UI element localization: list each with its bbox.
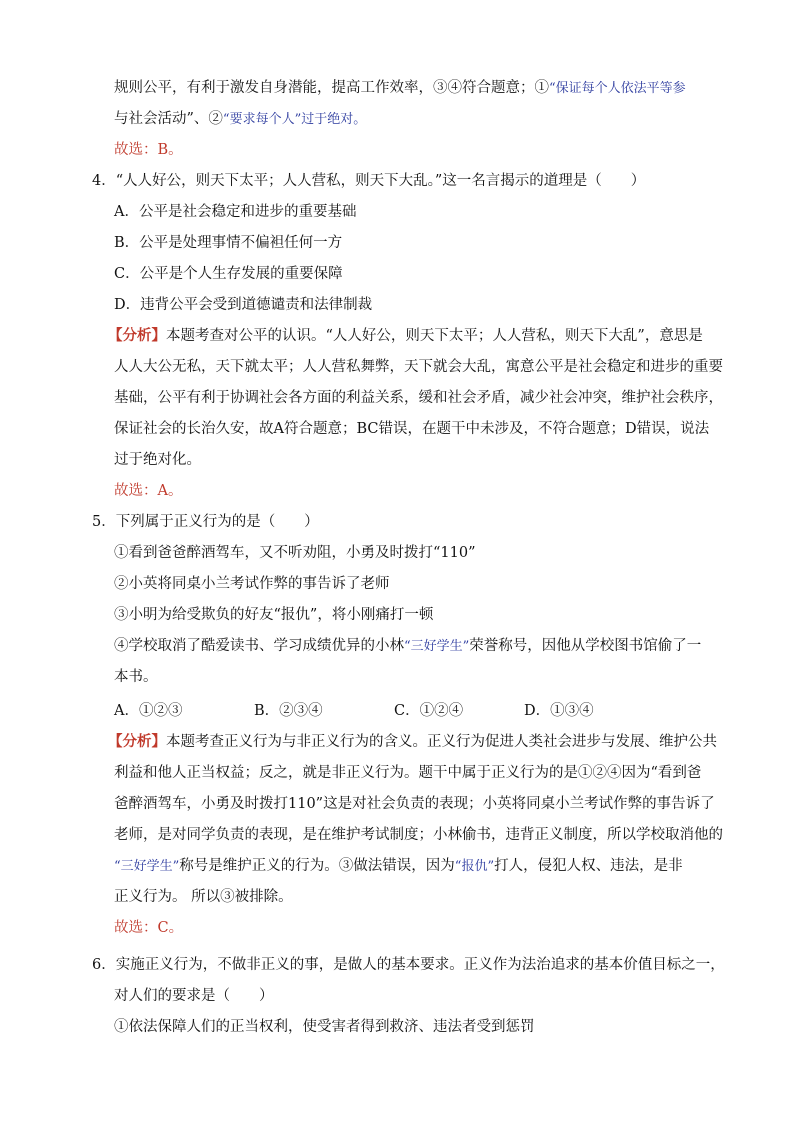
- question-6-cont: 对人们的要求是（ ）: [114, 988, 274, 1004]
- statement-3: ③小明为给受欺负的好友“报仇”，将小刚痛打一顿: [114, 607, 434, 623]
- quoted-text: “保证每个人依法平等参: [549, 81, 686, 96]
- analysis-line: 保证社会的长治久安，故A符合题意；BC错误，在题干中未涉及，不符合题意；D错误，说法: [114, 421, 710, 437]
- question-6: 6．实施正义行为，不做非正义的事，是做人的基本要求。正义作为法治追求的基本价值目标之一，: [92, 957, 725, 973]
- text-segment: 与社会活动”、②: [114, 111, 223, 127]
- analysis-line: 老师，是对同学负责的表现，是在维护考试制度；小林偷书，违背正义制度，所以学校取消他的: [114, 827, 723, 843]
- text-segment: 本题考查正义行为与非正义行为的含义。正义行为促进人类社会进步与发展、维护公共: [166, 734, 717, 750]
- choice-b: B．②③④: [254, 703, 323, 719]
- option-c: C．公平是个人生存发展的重要保障: [114, 266, 343, 282]
- option-b: B．公平是处理事情不偏袒任何一方: [114, 235, 343, 251]
- statement-1: ①看到爸爸醉酒驾车，又不听劝阻，小勇及时拨打“110”: [114, 545, 476, 561]
- analysis-line: 过于绝对化。: [114, 452, 201, 468]
- text-segment: ④学校取消了酷爱读书、学习成绩优异的小林: [114, 638, 404, 654]
- answer-text: 故选：B。: [114, 142, 183, 158]
- choice-d: D．①③④: [524, 703, 594, 719]
- analysis-line: 正义行为。 所以③被排除。: [114, 889, 293, 905]
- analysis-line: [108, 326, 703, 346]
- choice-row: [114, 701, 594, 721]
- text-segment: 称号是维护正义的行为。③做法错误，因为: [179, 858, 455, 874]
- statement-4: [114, 636, 701, 656]
- answer-text: 故选：C。: [114, 920, 184, 936]
- text-segment: 本题考查对公平的认识。“人人好公，则天下太平；人人营私，则天下大乱”，意思是: [166, 328, 703, 344]
- statement-1: ①依法保障人们的正当权利，使受害者得到救济、违法者受到惩罚: [114, 1019, 535, 1035]
- quoted-text: “要求每个人”过于绝对。: [222, 112, 367, 127]
- option-a: A．公平是社会稳定和进步的重要基础: [114, 204, 357, 220]
- analysis-line: 爸醉酒驾车，小勇及时拨打110”这是对社会负责的表现；小英将同桌小兰考试作弊的事告诉了: [114, 796, 715, 812]
- answer-line: [114, 481, 182, 501]
- text-line: [114, 78, 686, 98]
- analysis-tag: 【分析】: [108, 327, 166, 344]
- answer-line: [114, 140, 183, 160]
- choice-a: A．①②③: [114, 703, 183, 719]
- statement-2: ②小英将同桌小兰考试作弊的事告诉了老师: [114, 576, 390, 592]
- text-segment: 荣誉称号，因他从学校图书馆偷了一: [469, 638, 702, 654]
- quoted-text: “报仇”: [454, 859, 495, 874]
- quoted-text: “三好学生”: [114, 859, 180, 874]
- option-d: D．违背公平会受到道德谴责和法律制裁: [114, 297, 373, 313]
- analysis-line: 利益和他人正当权益；反之，就是非正义行为。题干中属于正义行为的是①②④因为“看到爸: [114, 765, 702, 781]
- choice-c: C．①②④: [394, 703, 464, 719]
- statement-4-cont: 本书。: [114, 669, 158, 685]
- text-segment: 规则公平，有利于激发自身潜能，提高工作效率，③④符合题意；①: [114, 80, 549, 96]
- quoted-text: “三好学生”: [404, 639, 470, 654]
- text-line: [114, 109, 366, 129]
- answer-text: 故选：A。: [114, 483, 183, 499]
- answer-line: [114, 918, 183, 938]
- analysis-tag: 【分析】: [108, 733, 166, 750]
- question-4: 4．“人人好公，则天下太平；人人营私，则天下大乱。”这一名言揭示的道理是（ ）: [92, 173, 646, 189]
- analysis-line: [114, 856, 683, 876]
- question-5: 5．下列属于正义行为的是（ ）: [92, 514, 319, 530]
- analysis-line: 基础，公平有利于协调社会各方面的利益关系，缓和社会矛盾，减少社会冲突，维护社会秩序，: [114, 390, 723, 406]
- analysis-line: 人人大公无私，天下就太平；人人营私舞弊，天下就会大乱，寓意公平是社会稳定和进步的重要: [114, 359, 723, 375]
- analysis-line: [108, 732, 717, 752]
- text-segment: 打人，侵犯人权、违法，是非: [494, 858, 683, 874]
